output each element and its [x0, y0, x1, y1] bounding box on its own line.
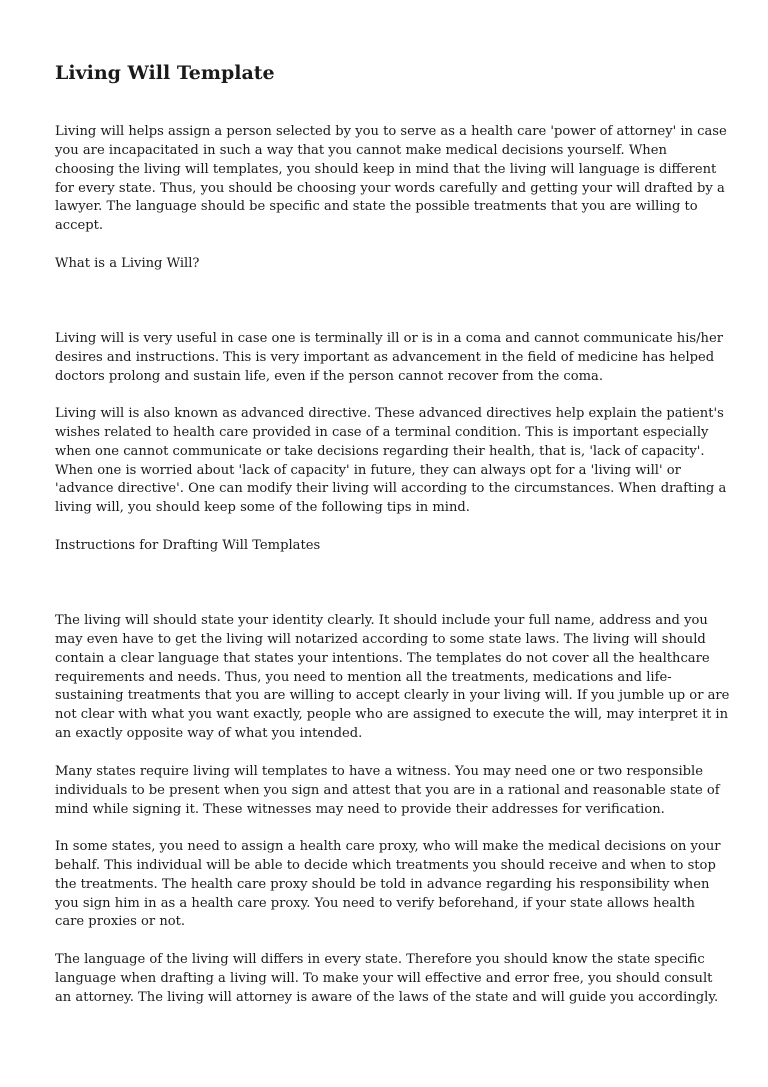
text-line: mind while signing it. These witnesses may need to provide their addresses for verification. [55, 801, 665, 817]
text-line: In some states, you need to assign a health care proxy, who will make the medical decisions on your [55, 839, 721, 854]
text-line: you are incapacitated in such a way that you cannot make medical decisions yourself. When [55, 142, 667, 158]
text-line: an attorney. The living will attorney is aware of the laws of the state and will guide you accordingly. [55, 989, 719, 1005]
body-paragraph [55, 405, 727, 518]
text-line: you sign him in as a health care proxy. You need to verify beforehand, if your state allows health [55, 895, 695, 911]
body-paragraph [55, 763, 720, 820]
text-line: Living will is very useful in case one is terminally ill or is in a coma and cannot communicate his/her [55, 331, 723, 346]
body-paragraph [55, 951, 717, 1008]
text-line: the treatments. The health care proxy should be told in advance regarding his responsibility when [55, 876, 710, 892]
text-line: care proxies or not. [55, 914, 186, 930]
text-line: language when drafting a living will. To make your will effective and error free, you should consult [55, 970, 713, 986]
text-line: desires and instructions. This is very important as advancement in the field of medicine has helped [55, 349, 715, 365]
text-line: 'advance directive'. One can modify their living will according to the circumstances. When drafting a [55, 481, 727, 497]
text-line: wishes related to health care provided in case of a terminal condition. This is important especially [55, 424, 709, 440]
text-line: contain a clear language that states your intentions. The templates do not cover all the healthcare [55, 650, 710, 666]
section-heading-instructions [55, 537, 717, 556]
text-line: When one is worried about 'lack of capacity' in future, they can always opt for a 'living will' or [55, 462, 681, 478]
document-title: Living Will Template [55, 62, 275, 84]
text-line: Living will is also known as advanced directive. These advanced directives help explain the patient's [55, 406, 724, 421]
text-line: may even have to get the living will notarized according to some state laws. The living will should [55, 631, 706, 647]
body-paragraph [55, 838, 721, 932]
text-line: living will, you should keep some of the following tips in mind. [55, 500, 470, 516]
text-line: individuals to be present when you sign and attest that you are in a rational and reasonable state of [55, 782, 720, 798]
body-paragraph [55, 330, 723, 387]
text-line: Instructions for Drafting Will Templates [55, 538, 321, 553]
text-line: accept. [55, 218, 104, 234]
section-heading-what-is [55, 255, 717, 274]
text-line: lawyer. The language should be specific and state the possible treatments that you are willing to [55, 199, 698, 215]
text-line: Many states require living will templates to have a witness. You may need one or two responsible [55, 764, 703, 779]
text-line: doctors prolong and sustain life, even if the person cannot recover from the coma. [55, 368, 604, 384]
text-line: requirements and needs. Thus, you need to mention all the treatments, medications and life- [55, 669, 672, 685]
text-line: Living will helps assign a person selected by you to serve as a health care 'power of attorney' in case [55, 124, 727, 139]
text-line: choosing the living will templates, you should keep in mind that the living will language is different [55, 161, 717, 177]
text-line: when one cannot communicate or take decisions regarding their health, that is, 'lack of capacity'. [55, 443, 705, 459]
text-line: not clear with what you want exactly, people who are assigned to execute the will, may interpret it in [55, 707, 729, 723]
text-line: an exactly opposite way of what you intended. [55, 726, 363, 742]
text-line: behalf. This individual will be able to decide which treatments you should receive and when to stop [55, 857, 716, 873]
body-paragraph [55, 612, 730, 744]
text-line: What is a Living Will? [55, 256, 200, 271]
intro-paragraph [55, 123, 727, 236]
text-line: for every state. Thus, you should be choosing your words carefully and getting your will drafted by a [55, 180, 725, 196]
text-line: The living will should state your identity clearly. It should include your full name, address and you [55, 613, 708, 628]
text-line: sustaining treatments that you are willing to accept clearly in your living will. If you jumble up or are [55, 688, 730, 704]
text-line: The language of the living will differs in every state. Therefore you should know the state specific [55, 952, 705, 967]
